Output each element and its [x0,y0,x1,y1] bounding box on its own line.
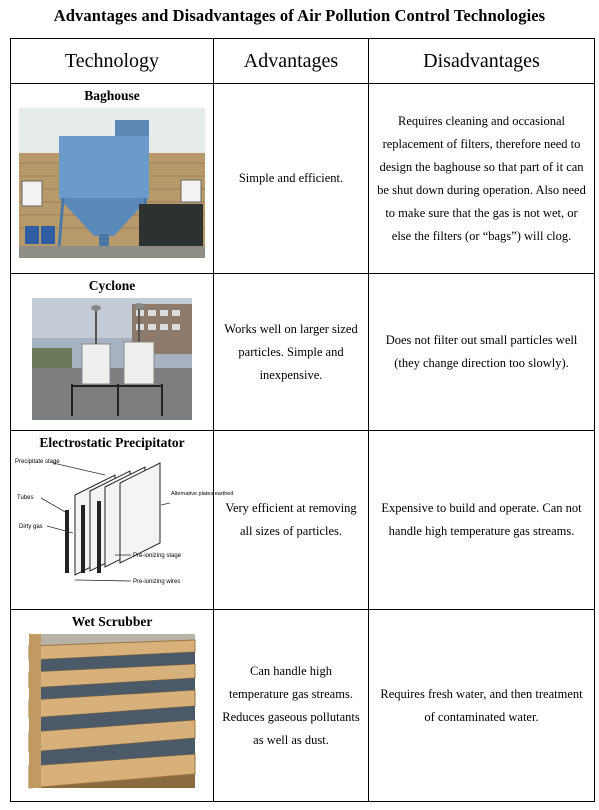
cyclone-photo [32,298,192,420]
technology-name: Electrostatic Precipitator [39,435,185,450]
header-row [11,39,595,84]
header-disadvantages: Disadvantages [369,39,595,84]
precipitator-diagram [15,455,234,595]
header-advantages: Advantages [214,39,369,84]
disadvantages-cell: Expensive to build and operate. Can not handle high temperature gas streams. [369,431,595,610]
diagram-label: Pre-ionizing wires [133,579,181,585]
table-row [11,610,595,802]
diagram-label: Pre-ionizing stage [133,553,182,559]
table-row [11,274,595,431]
technology-table [10,38,595,802]
diagram-label: Dirty gas [19,524,43,530]
diagram-label: Tubes [17,495,34,501]
table-row [11,84,595,274]
disadvantages-cell: Does not filter out small particles well (they change direction too slowly). [369,274,595,431]
diagram-label: Alternative plates earthed [171,491,234,497]
technology-cell [11,84,214,274]
technology-cell [11,610,214,802]
diagram-label: Precipitate stage [15,459,60,465]
header-technology: Technology [11,39,214,84]
baghouse-photo [19,108,205,258]
technology-name: Wet Scrubber [71,614,153,629]
wet-scrubber-photo [29,634,195,788]
table-row [11,431,595,610]
advantages-cell: Very efficient at removing all sizes of particles. [214,431,369,610]
disadvantages-cell: Requires cleaning and occasional replacement of filters, therefore need to design the baghouse so that part of it can be shut down during operation. Also need to make sure that the gas is not wet, or else the filters (or “bags”) will clog. [369,84,595,274]
advantages-cell: Works well on larger sized particles. Simple and inexpensive. [214,274,369,431]
technology-name: Baghouse [84,88,140,103]
advantages-cell: Can handle high temperature gas streams. Reduces gaseous pollutants as well as dust. [214,610,369,802]
disadvantages-cell: Requires fresh water, and then treatment of contaminated water. [369,610,595,802]
page-title: Advantages and Disadvantages of Air Pollution Control Technologies [53,6,546,25]
technology-name: Cyclone [88,278,136,293]
technology-cell [11,431,234,610]
technology-cell [11,274,214,431]
advantages-cell: Simple and efficient. [214,84,369,274]
